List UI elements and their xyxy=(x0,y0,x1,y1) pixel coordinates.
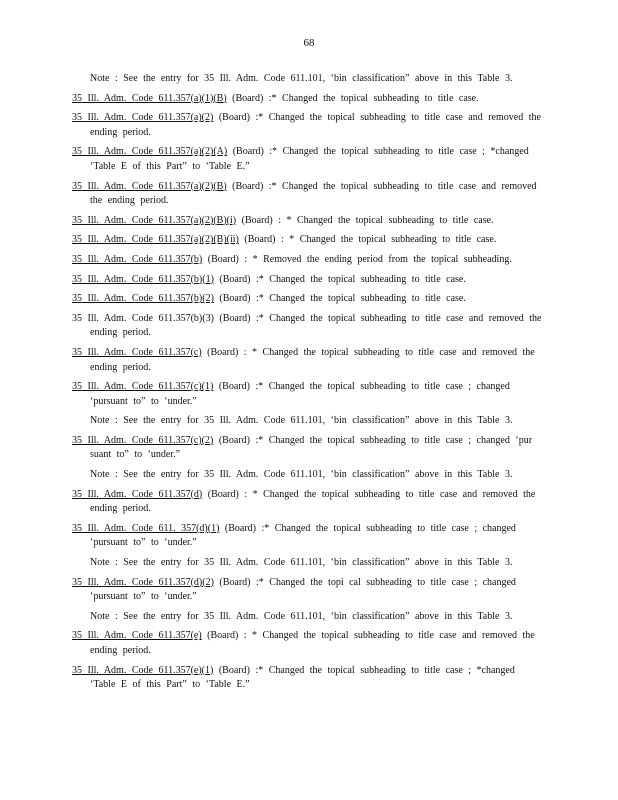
amendment-entry xyxy=(72,522,542,551)
code-citation: 35 Ill. Adm. Code 611.357(c)(1) xyxy=(72,381,214,393)
amendment-entry xyxy=(72,292,542,307)
table-note: Note : See the entry for 35 Ill. Adm. Code 611.101, ‘bin classification” above in this Table 3. xyxy=(90,469,513,481)
amendment-entry xyxy=(72,629,542,658)
code-citation: 35 Ill. Adm. Code 611.357(c) xyxy=(72,346,202,358)
entry-description: (Board) : * Changed the topical subheading to title case. xyxy=(236,214,494,226)
amendment-entry xyxy=(72,92,542,107)
entry-description: (Board) :* Changed the topical subheading to title case ; changed ‘pur suant to” to ‘under.” xyxy=(90,434,533,461)
table-note: Note : See the entry for 35 Ill. Adm. Code 611.101, ‘bin classification” above in this Table 3. xyxy=(90,557,513,569)
entry-description: (Board) :* Changed the topical subheading to title case. xyxy=(213,293,466,305)
table-note: Note : See the entry for 35 Ill. Adm. Code 611.101, ‘bin classification” above in this Table 3. xyxy=(90,610,513,622)
amendment-entry xyxy=(72,380,542,409)
amendment-entry xyxy=(72,488,542,517)
amendment-entry xyxy=(72,180,542,209)
code-citation: 35 Ill. Adm. Code 611.357(a)(2)(B) xyxy=(72,180,227,192)
entry-description: (Board) : * Changed the topical subheading to title case and removed the ending period. xyxy=(90,488,536,515)
amendment-entry xyxy=(72,253,542,268)
entry-description: (Board) : * Changed the topical subheading to title case. xyxy=(238,234,497,246)
code-citation: 35 Ill. Adm. Code 611.357(a)(2)(A) xyxy=(72,146,228,158)
code-citation: 35 Ill. Adm. Code 611.357(b)(1) xyxy=(72,273,214,285)
entry-description: (Board) : * Changed the topical subheading to title case and removed the ending period. xyxy=(90,630,535,656)
amendment-entry xyxy=(72,145,542,174)
amendment-entry xyxy=(72,111,542,140)
amendment-entry xyxy=(72,346,542,375)
table-note: Note : See the entry for 35 Ill. Adm. Code 611.101, ‘bin classification” above in this Table 3. xyxy=(90,73,513,84)
amendment-entry xyxy=(72,312,542,341)
document-body xyxy=(72,72,542,698)
entry-description: (Board) :* Changed the topical subheading to title case and removed the ending period. xyxy=(90,312,542,339)
entry-description: (Board) :* Changed the topi cal subheading to title case ; changed ‘pursuant to” to ‘under.” xyxy=(90,576,516,603)
entry-description: (Board) :* Changed the topical subheading to title case. xyxy=(226,92,479,104)
entry-description: (Board) :* Changed the topical subheading to title case. xyxy=(213,273,466,285)
code-citation: 35 Ill. Adm. Code 611.357(e)(1) xyxy=(72,664,214,676)
amendment-entry xyxy=(72,273,542,288)
code-citation: 35 Ill. Adm. Code 611.357(b)(2) xyxy=(72,293,214,305)
code-citation: 35 Ill. Adm. Code 611. 357(d)(1) xyxy=(72,522,220,534)
entry-description: (Board) :* Changed the topical subheading to title case ; *changed ‘Table E of this Part” to ‘Table E.” xyxy=(90,664,515,691)
code-citation: 35 Ill. Adm. Code 611.357(d)(2) xyxy=(72,576,214,588)
amendment-entry xyxy=(72,434,542,463)
table-note: Note : See the entry for 35 Ill. Adm. Code 611.101, ‘bin classification” above in this Table 3. xyxy=(90,415,513,427)
code-citation: 35 Ill. Adm. Code 611.357(a)(2) xyxy=(72,112,214,124)
entry-description: (Board) : * Changed the topical subheading to title case and removed the ending period. xyxy=(90,346,535,373)
code-citation: 35 Ill. Adm. Code 611.357(c)(2) xyxy=(72,434,214,446)
entry-description: (Board) :* Changed the topical subheading to title case ; changed ‘pursuant to” to ‘under.” xyxy=(90,522,516,549)
code-citation: 35 Ill. Adm. Code 611.357(b) xyxy=(72,253,203,265)
code-citation: 35 Ill. Adm. Code 611.357(e) xyxy=(72,630,202,642)
entry-description: (Board) :* Changed the topical subheading to title case and removed the ending period. xyxy=(90,180,537,207)
entry-description: (Board) :* Changed the topical subheading to title case and removed the ending period. xyxy=(90,112,541,138)
code-citation: 35 Ill. Adm. Code 611.357(a)(2)(B)(i) xyxy=(72,214,237,226)
amendment-entry xyxy=(72,233,542,248)
entry-description: (Board) :* Changed the topical subheading to title case ; *changed ‘Table E of this Part” to ‘Table E.” xyxy=(90,146,529,172)
entry-description: (Board) : * Removed the ending period from the topical subheading. xyxy=(202,253,512,265)
entry-description: (Board) :* Changed the topical subheading to title case ; changed ‘pursuant to” to ‘under.” xyxy=(90,381,510,407)
code-citation: 35 Ill. Adm. Code 611.357(a)(2)(B)(ii) xyxy=(72,234,239,246)
amendment-entry xyxy=(72,214,542,229)
code-citation: 35 Ill. Adm. Code 611.357(a)(1)(B) xyxy=(72,92,227,104)
code-citation: 35 Ill. Adm. Code 611.357(b)(3) xyxy=(72,312,214,324)
amendment-entry xyxy=(72,576,542,605)
page-number: 68 xyxy=(303,37,315,49)
code-citation: 35 Ill. Adm. Code 611.357(d) xyxy=(72,488,203,500)
amendment-entry xyxy=(72,664,542,693)
